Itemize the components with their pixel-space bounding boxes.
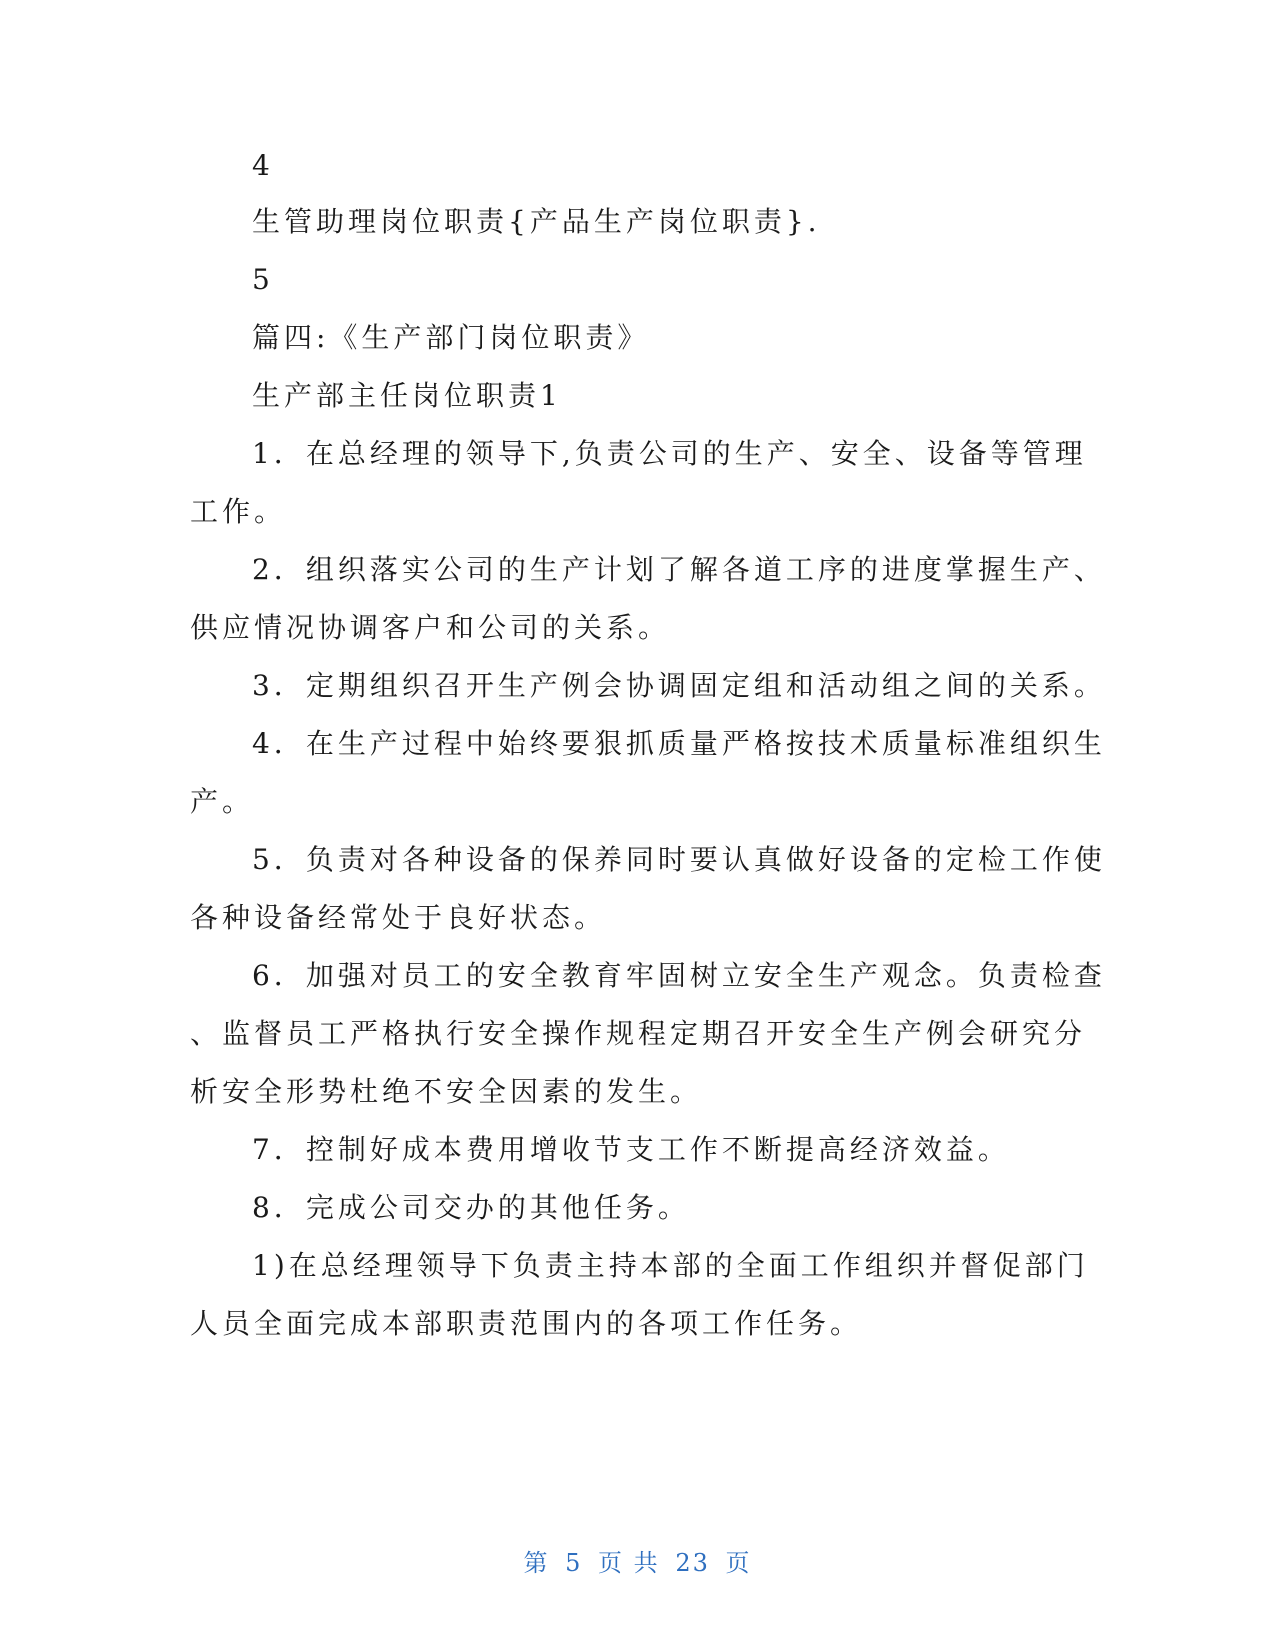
paragraph-line: 人员全面完成本部职责范围内的各项工作任务。 bbox=[190, 1307, 863, 1340]
paragraph-line: 1．在总经理的领导下,负责公司的生产、安全、设备等管理 bbox=[252, 437, 1087, 470]
paragraph-line: 产。 bbox=[190, 785, 255, 818]
paragraph-line: 2．组织落实公司的生产计划了解各道工序的进度掌握生产、 bbox=[252, 553, 1106, 586]
footer-current-page: 5 bbox=[565, 1549, 583, 1577]
paragraph-line: 各种设备经常处于良好状态。 bbox=[190, 901, 607, 934]
footer-suffix: 页 bbox=[725, 1549, 752, 1577]
page-footer bbox=[0, 1548, 1275, 1578]
footer-middle: 页 共 bbox=[598, 1549, 660, 1577]
page-number-marker: 5 bbox=[252, 263, 274, 296]
paragraph-line: 工作。 bbox=[190, 495, 287, 528]
chapter-heading: 篇四:《生产部门岗位职责》 bbox=[252, 321, 650, 354]
paragraph-line: 5．负责对各种设备的保养同时要认真做好设备的定检工作使 bbox=[252, 843, 1106, 876]
paragraph-line: 析安全形势杜绝不安全因素的发生。 bbox=[190, 1075, 703, 1108]
paragraph-line: 7．控制好成本费用增收节支工作不断提高经济效益。 bbox=[252, 1133, 1010, 1166]
paragraph-line: 3．定期组织召开生产例会协调固定组和活动组之间的关系。 bbox=[252, 669, 1106, 702]
paragraph-line: 4．在生产过程中始终要狠抓质量严格按技术质量标准组织生 bbox=[252, 727, 1106, 760]
paragraph-line: 1)在总经理领导下负责主持本部的全面工作组织并督促部门 bbox=[252, 1249, 1089, 1282]
section-title: 生管助理岗位职责{产品生产岗位职责}. bbox=[252, 205, 821, 238]
footer-prefix: 第 bbox=[523, 1549, 550, 1577]
paragraph-line: 、监督员工严格执行安全操作规程定期召开安全生产例会研究分 bbox=[190, 1017, 1087, 1050]
page-number-marker: 4 bbox=[252, 149, 274, 182]
footer-total-pages: 23 bbox=[675, 1549, 710, 1577]
paragraph-line: 6．加强对员工的安全教育牢固树立安全生产观念。负责检查 bbox=[252, 959, 1106, 992]
paragraph-line: 供应情况协调客户和公司的关系。 bbox=[190, 611, 671, 644]
paragraph-line: 8．完成公司交办的其他任务。 bbox=[252, 1191, 690, 1224]
job-title-heading: 生产部主任岗位职责1 bbox=[252, 379, 562, 412]
